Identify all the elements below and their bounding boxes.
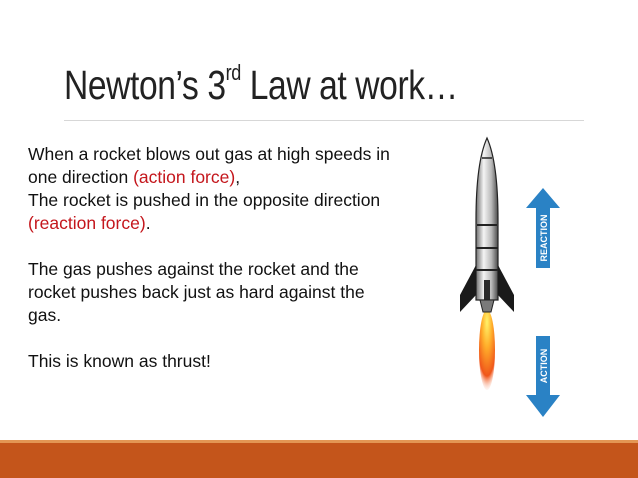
title-end: Law at work… [240,62,458,108]
rocket-illustration [440,130,570,430]
action-arrow [526,336,560,417]
slide-body [28,143,398,373]
paragraph-reaction [28,189,398,235]
reaction-force-text: (reaction force) [28,213,146,233]
body-text: The rocket is pushed in the opposite direction [28,190,381,210]
body-text: , [235,167,241,187]
bottom-accent-band [0,440,638,478]
paragraph-action [28,143,398,189]
reaction-arrow [526,188,560,268]
bottom-accent-line [0,440,638,443]
paragraph-gas: The gas pushes against the rocket and the rocket pushes back just as hard against the gas. [28,259,365,325]
body-text: . [145,213,151,233]
action-arrow-label: ACTION [539,348,549,384]
title-main: Newton’s 3 [64,62,226,108]
title-superscript: rd [225,60,241,86]
slide-title [64,62,458,109]
body-text: When a rocket blows out gas at high speeds in one direction [28,144,390,187]
paragraph-thrust: This is known as thrust! [28,351,211,371]
title-divider [64,120,584,121]
reaction-arrow-label: REACTION [539,214,549,262]
rocket-icon [460,138,514,390]
flame-icon [479,310,495,390]
action-force-text: (action force) [133,167,236,187]
